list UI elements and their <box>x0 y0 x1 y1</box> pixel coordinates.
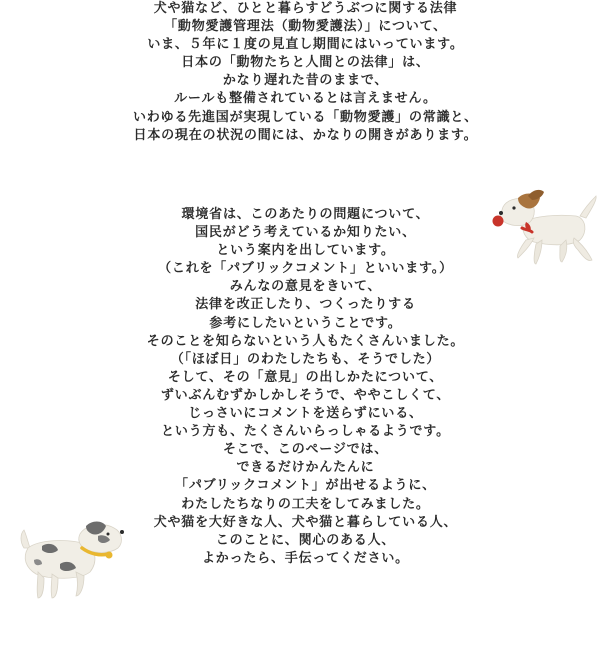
text-line: 日本の現在の状況の間には、かなりの開きがあります。 <box>133 127 478 143</box>
text-line: 参考にしたいということです。 <box>209 315 402 331</box>
text-line: このことに、関心のある人、 <box>215 532 396 548</box>
text-line: じっさいにコメントを送らずにいる、 <box>188 406 423 422</box>
text-line: 「動物愛護管理法（動物愛護法）」について、 <box>164 19 447 35</box>
text-line: ルールも整備されているとは言えません。 <box>174 91 437 107</box>
text-line: 法律を改正したり、つくったりする <box>195 297 416 313</box>
text-line: そこで、このページでは、 <box>222 442 389 458</box>
text-line: みんなの意見をきいて、 <box>229 279 382 295</box>
text-line: ずいぶんむずかしかしそうで、ややこしくて、 <box>160 387 451 403</box>
text-line: 犬や猫を大好きな人、犬や猫と暮らしている人、 <box>153 514 458 530</box>
text-line: よかったら、手伝ってください。 <box>201 550 409 566</box>
text-line: 日本の「動物たちと人間との法律」は、 <box>181 55 430 71</box>
text-line: （これを「パブリックコメント」といいます。） <box>158 261 453 277</box>
text-line: できるだけかんたんに <box>236 460 375 476</box>
text-line: 国民がどう考えているか知りたい、 <box>195 225 416 241</box>
text-line: （「ほぼ日」のわたしたちも、そうでした） <box>170 351 441 367</box>
text-line: 「パブリックコメント」が出せるように、 <box>175 478 436 494</box>
running-dog-illustration <box>488 188 602 268</box>
text-line: いま、５年に１度の見直し期間にはいっています。 <box>147 37 464 53</box>
text-line: わたしたちなりの工夫をしてみました。 <box>181 496 430 512</box>
paragraph-intro <box>0 0 611 145</box>
text-line: かなり遅れた昔のままで、 <box>222 73 389 89</box>
text-line: そして、その「意見」の出しかたについて、 <box>167 369 444 385</box>
text-line: 環境省は、このあたりの問題について、 <box>181 207 430 222</box>
sitting-dog-illustration <box>16 518 128 602</box>
text-line: いわゆる先進国が実現している「動物愛護」の常識と、 <box>132 109 478 125</box>
text-line: そのことを知らないという人もたくさんいました。 <box>146 333 465 349</box>
text-line: という案内を出しています。 <box>216 243 395 259</box>
text-line: という方も、たくさんいらっしゃるようです。 <box>161 424 450 440</box>
text-line: 犬や猫など、ひとと暮らすどうぶつに関する法律 <box>153 1 458 16</box>
